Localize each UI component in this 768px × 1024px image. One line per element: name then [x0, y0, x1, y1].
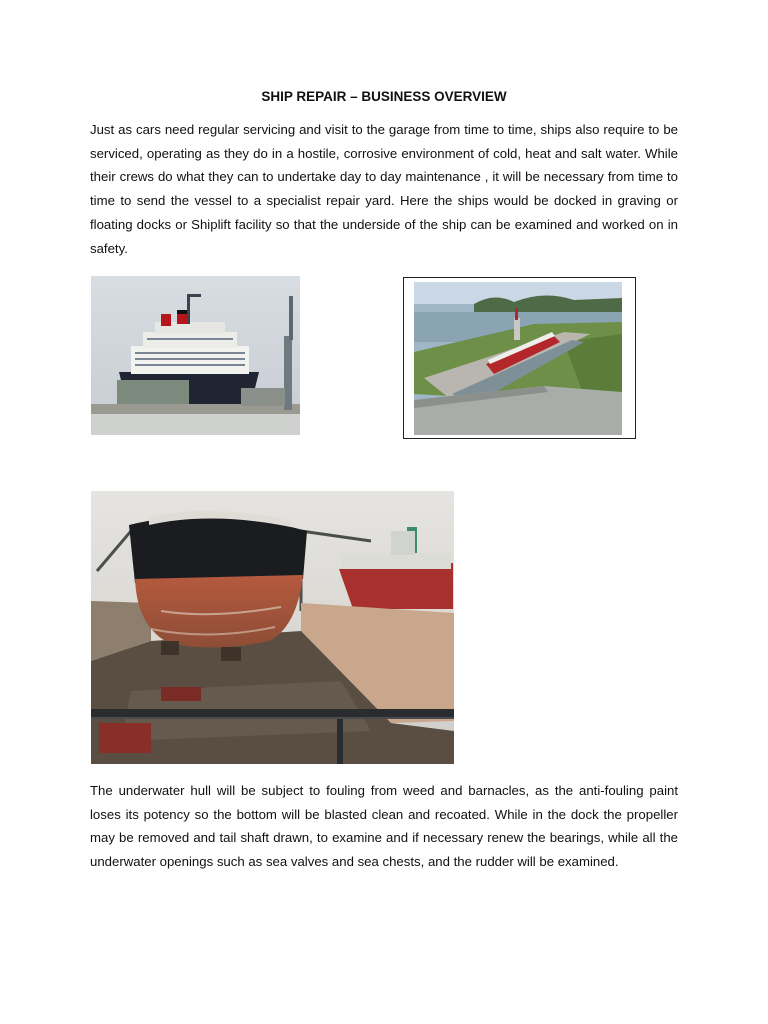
graving-dock-render [414, 282, 622, 435]
cruise-ship-photo [91, 276, 300, 435]
hull-maintenance-paragraph: The underwater hull will be subject to fouling from weed and barnacles, as the anti-fouling paint loses its potency so the bottom will be blasted clean and recoated. While in the dock the propeller may be removed and tail shaft drawn, to examine and if necessary renew the bearings, while all the underwater openings such as sea valves and sea chests, and the rudder will be examined. [90, 783, 678, 870]
dry-dock-ship-photo [91, 491, 454, 764]
document-title: SHIP REPAIR – BUSINESS OVERVIEW [261, 89, 507, 104]
intro-paragraph: Just as cars need regular servicing and visit to the garage from time to time, ships also require to be serviced, operating as they do in a hostile, corrosive environment of cold, heat and salt water. While their crews do what they can to undertake day to day maintenance , it will be necessary from time to time to send the vessel to a specialist repair yard. Here the ships would be docked in graving or floating docks or Shiplift facility so that the underside of the ship can be examined and worked on in safety. [90, 122, 678, 256]
